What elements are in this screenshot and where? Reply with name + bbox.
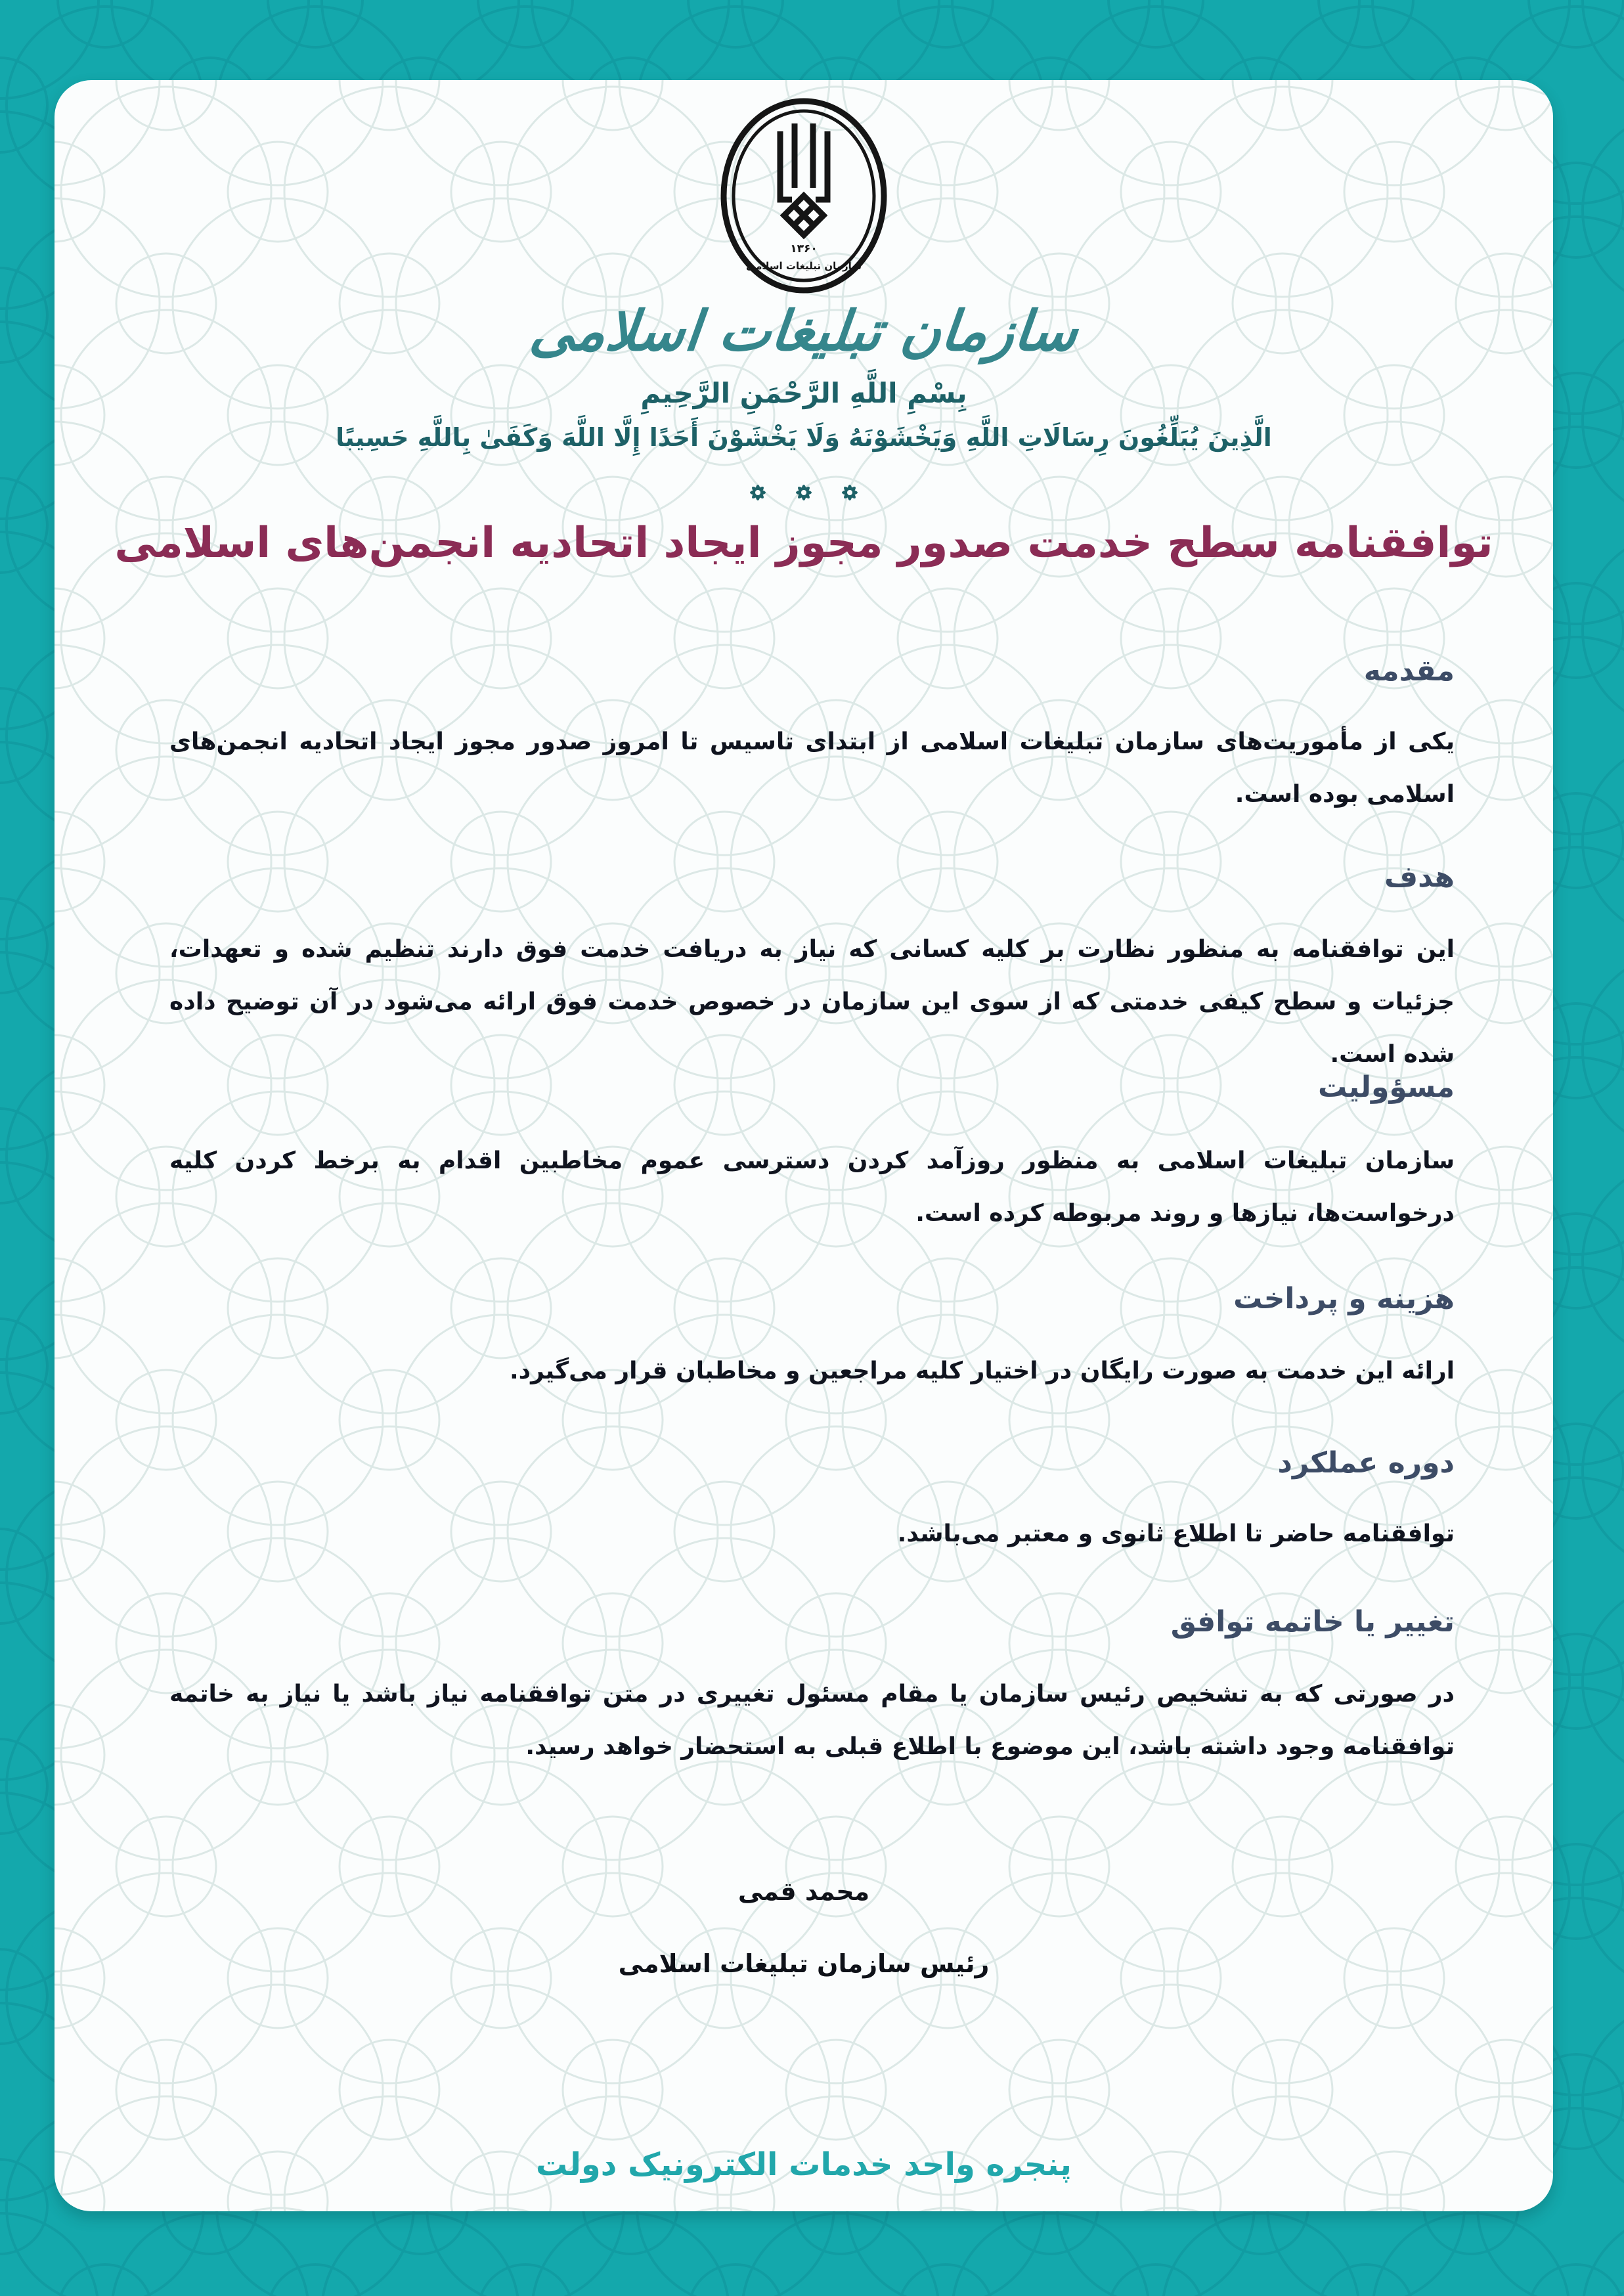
organization-calligraphy: سازمان تبلیغات اسلامی xyxy=(527,299,1081,363)
section-heading-doreh: دوره عملکرد xyxy=(1277,1446,1455,1480)
page-title: توافقنامه سطح خدمت صدور مجوز ایجاد اتحادیه انجمن‌های اسلامی xyxy=(114,519,1493,567)
section-body-hazineh: ارائه این خدمت به صورت رایگان در اختیار کلیه مراجعین و مخاطبان قرار می‌گیرد. xyxy=(510,1358,1455,1384)
section-heading-taghir: تغییر یا خاتمه توافق xyxy=(1170,1605,1455,1639)
section-heading-hazineh: هزینه و پرداخت xyxy=(1233,1282,1455,1315)
separator-rosettes-icon xyxy=(55,478,1553,510)
logo-container xyxy=(55,97,1553,297)
section-body-moghadameh: یکی از مأموریت‌های سازمان تبلیغات اسلامی از ابتدای تاسیس تا امروز صدور مجوز ایجاد اتحادیه انجمن‌های اسلامی بوده است. xyxy=(169,728,1455,808)
quran-verse-line: الَّذِينَ يُبَلِّغُونَ رِسَالَاتِ اللَّهِ وَيَخْشَوْنَهُ وَلَا يَخْشَوْنَ أَحَدًا إِلَّا اللَّهَ وَكَفَىٰ بِاللَّهِ حَسِيبًا xyxy=(336,423,1272,452)
kufic-allah-glyph xyxy=(780,123,827,235)
document-content xyxy=(55,80,1553,2211)
bismillah-line: بِسْمِ اللَّهِ الرَّحْمَنِ الرَّحِيمِ xyxy=(640,377,967,409)
section-body-hadaf: این توافقنامه به منظور نظارت بر کلیه کسانی که نیاز به دریافت خدمت فوق دارند تنظیم شده و تعهدات، جزئیات و سطح کیفی خدمتی که از سوی این سازمان در خصوص خدمت فوق ارائه می‌شود در آن توضیح داده شده است. xyxy=(169,936,1455,1068)
section-body-taghir: در صورتی که به تشخیص رئیس سازمان یا مقام مسئول تغییری در متن توافقنامه نیاز باشد یا نیاز به خاتمه توافقنامه وجود داشته باشد، این موضوع با اطلاع قبلی به استحضار خواهد رسید. xyxy=(169,1681,1455,1760)
logo-org-name: سازمان تبلیغات اسلامی xyxy=(745,260,862,272)
footer-egov-window: پنجره واحد خدمات الکترونیک دولت xyxy=(536,2146,1072,2183)
signatory-name: محمد قمی xyxy=(737,1877,870,1906)
section-body-masouliat: سازمان تبلیغات اسلامی به منظور روزآمد کردن دسترسی عموم مخاطبین اقدام به برخط کردن کلیه درخواست‌ها، نیازها و روند مربوطه کرده است. xyxy=(169,1147,1455,1227)
organization-emblem-icon xyxy=(718,97,890,294)
signatory-role: رئیس سازمان تبلیغات اسلامی xyxy=(618,1949,990,1978)
logo-year: ۱۳۶۰ xyxy=(790,242,818,255)
section-heading-hadaf: هدف xyxy=(1384,860,1455,894)
section-heading-moghadameh: مقدمه xyxy=(1363,654,1455,688)
document-card xyxy=(55,80,1553,2211)
section-heading-masouliat: مسؤولیت xyxy=(1317,1071,1455,1104)
section-body-doreh: توافقنامه حاضر تا اطلاع ثانوی و معتبر می‌باشد. xyxy=(897,1520,1455,1547)
